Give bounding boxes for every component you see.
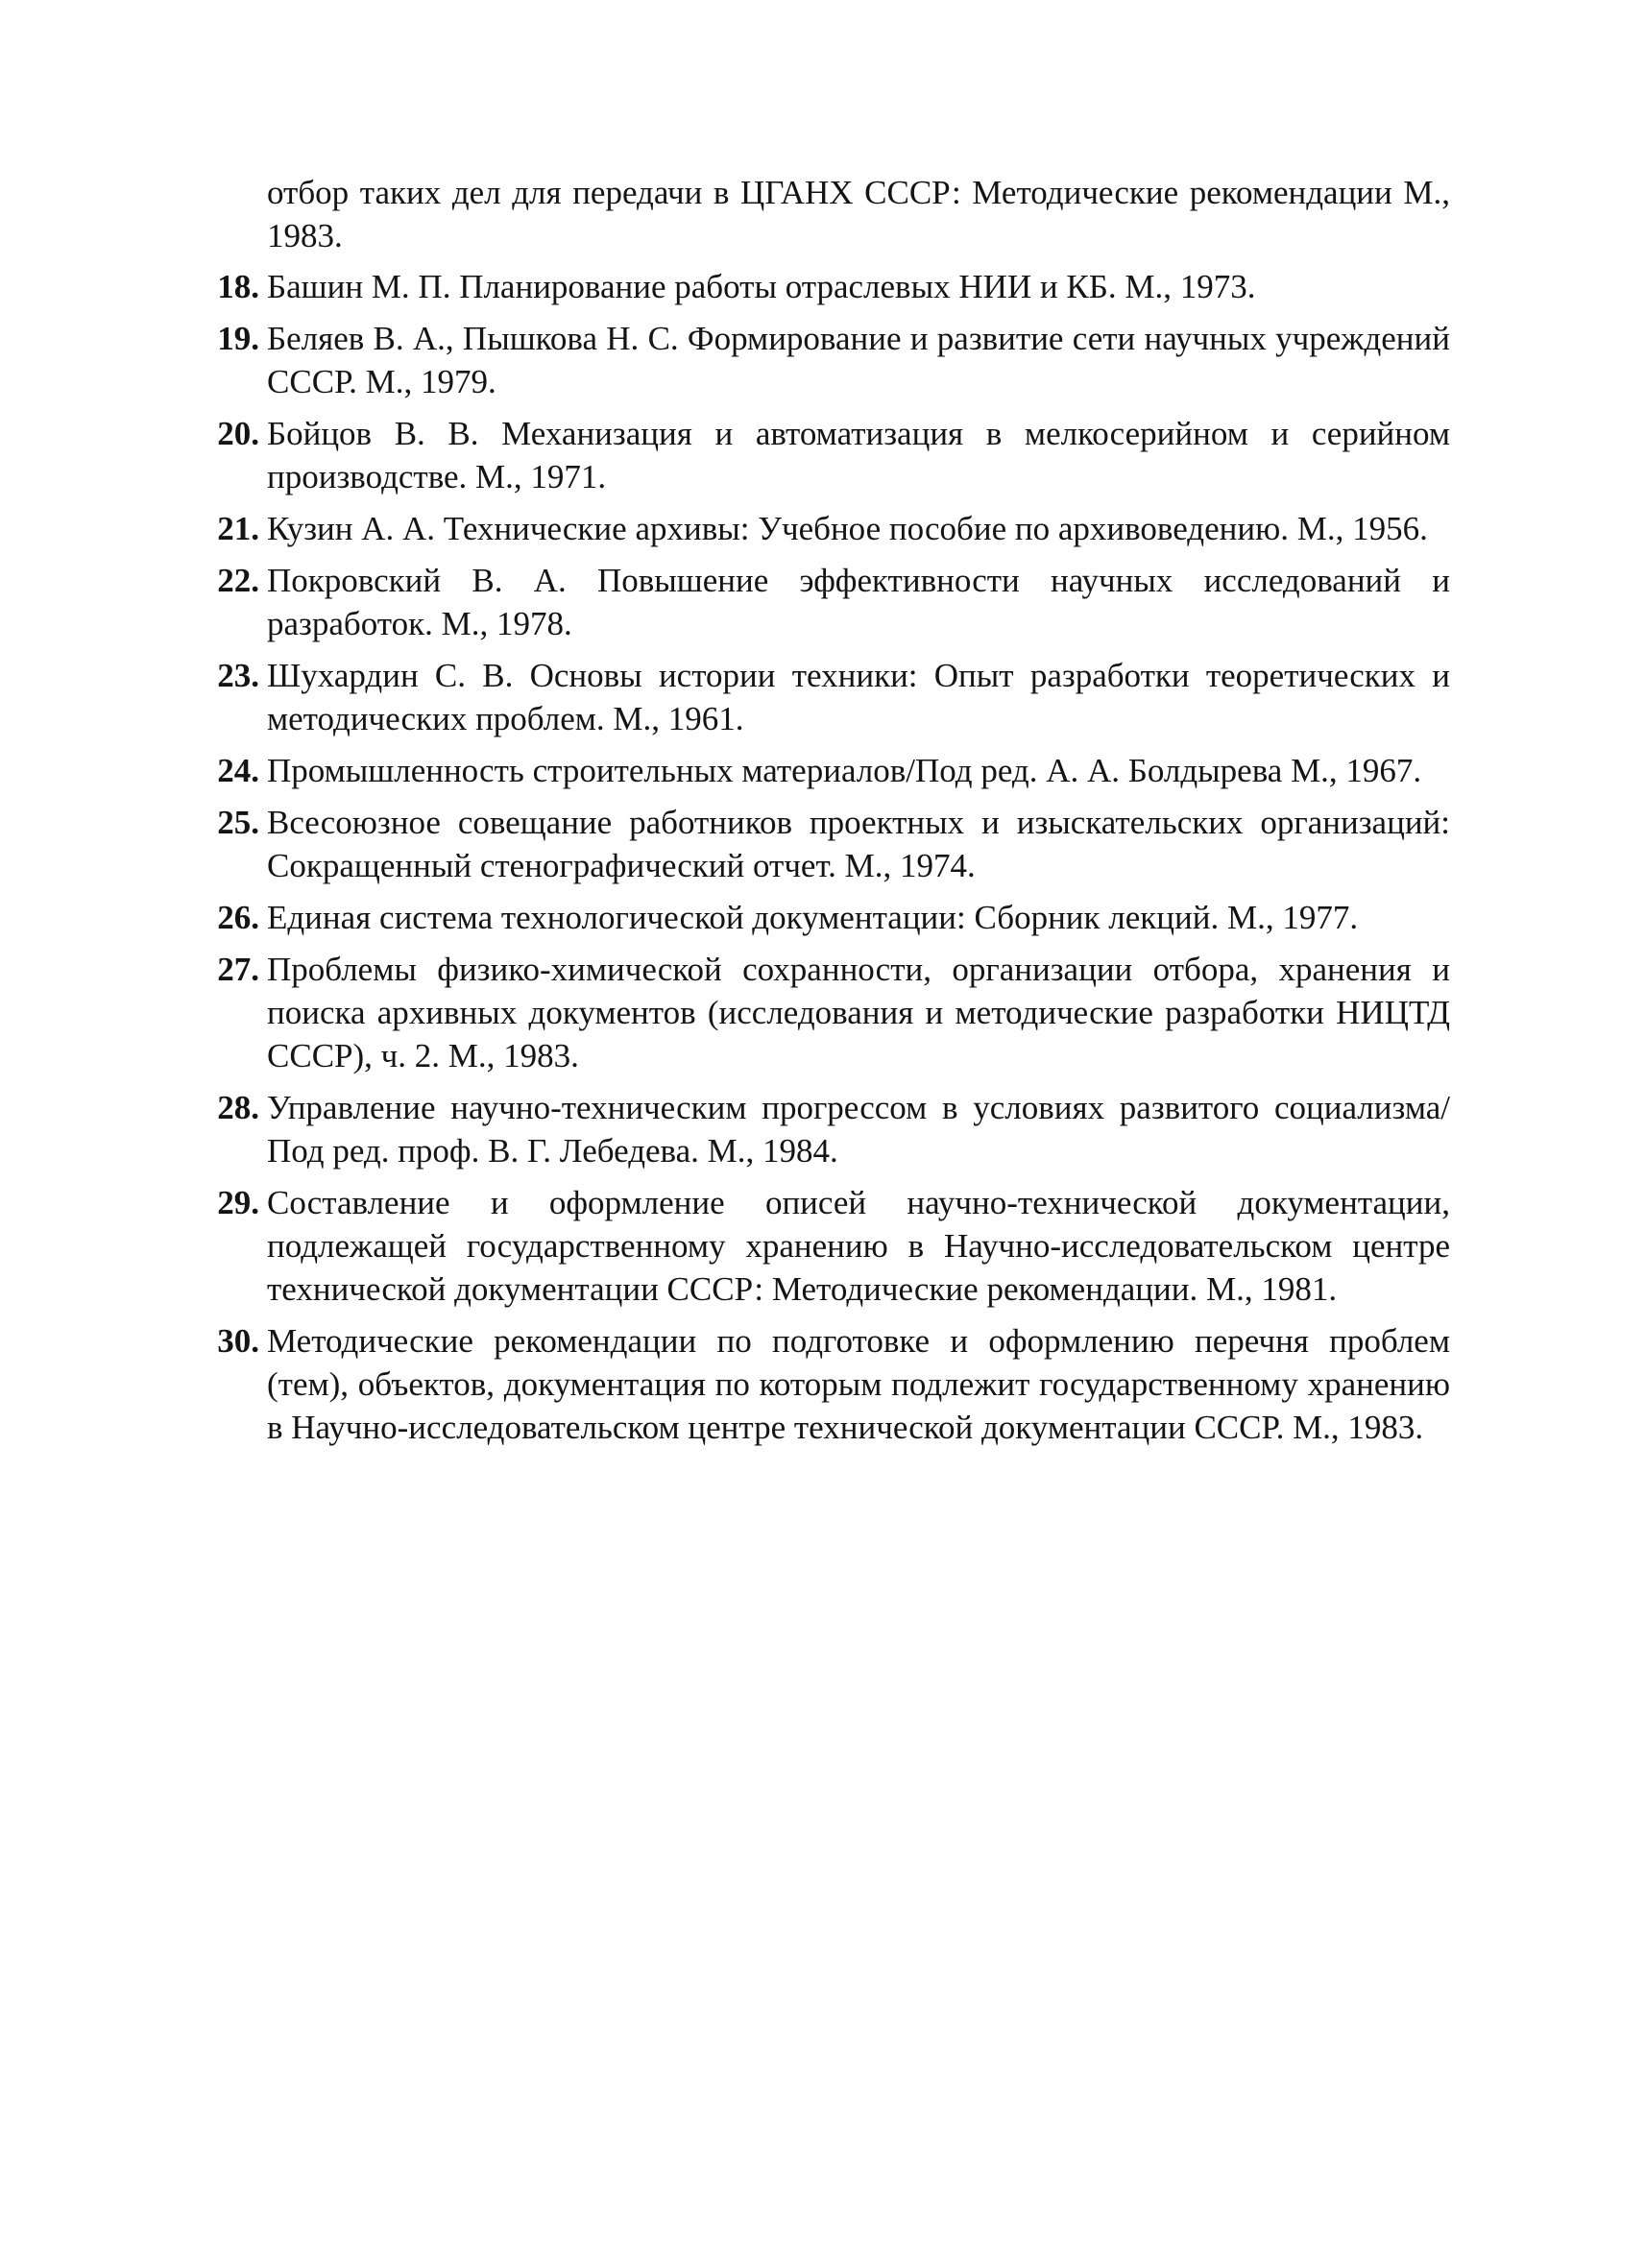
entry-number: 20. [217, 415, 259, 452]
entry-number: 23. [217, 657, 259, 694]
entry-number: 22. [217, 562, 259, 599]
bibliography-entry-22 [192, 559, 1450, 645]
bibliography-entry-25 [192, 801, 1450, 887]
entry-text: Управление научно-техническим прогрессом в условиях развитого социализма/Под ред. проф. В. Г. Лебедева. М., 1984. [267, 1089, 1450, 1170]
bibliography-entry-30 [192, 1319, 1450, 1449]
entry-text: Беляев В. А., Пышкова Н. С. Формирование и развитие сети научных учреждений СССР. М., 1979. [267, 320, 1450, 400]
entry-text: Башин М. П. Планирование работы отраслевых НИИ и КБ. М., 1973. [267, 268, 1256, 305]
bibliography-entry-26 [192, 896, 1450, 939]
entry-number: 26. [217, 899, 259, 936]
entry-number: 28. [217, 1089, 259, 1126]
bibliography-entry-19 [192, 317, 1450, 403]
entry-number: 21. [217, 510, 259, 547]
entry-text: Составление и оформление описей научно-технической документации, подлежащей государственному хранению в Научно-исследовательском центре технической документации СССР: Методические рекомендации. М., 1981. [267, 1184, 1450, 1308]
entry-number: 29. [217, 1184, 259, 1221]
entry-text: Бойцов В. В. Механизация и автоматизация в мелкосерийном и серийном производстве. М., 1971. [267, 415, 1450, 495]
bibliography-entry-23 [192, 654, 1450, 740]
bibliography-continuation [192, 171, 1450, 257]
entry-number: 18. [217, 268, 259, 305]
entry-text: Методические рекомендации по подготовке и оформлению перечня проблем (тем), объектов, документация по которым подлежит государственному хранению в Научно-исследовательском центре технической документации СССР. М., 1983. [267, 1322, 1450, 1446]
bibliography-entry-20 [192, 412, 1450, 498]
entry-number: 19. [217, 320, 259, 357]
entry-number: 27. [217, 951, 259, 988]
bibliography-entry-18 [192, 265, 1450, 308]
entry-number: 24. [217, 752, 259, 789]
bibliography-entry-27 [192, 948, 1450, 1077]
entry-number: 25. [217, 804, 259, 841]
entry-text: Проблемы физико-химической сохранности, организации отбора, хранения и поиска архивных документов (исследования и методические разработки НИЦТД СССР), ч. 2. М., 1983. [267, 951, 1450, 1074]
entry-text: Промышленность строительных материалов/Под ред. А. А. Болдырева М., 1967. [267, 752, 1422, 789]
bibliography-entry-29 [192, 1181, 1450, 1311]
entry-text: Единая система технологической документации: Сборник лекций. М., 1977. [267, 899, 1359, 936]
bibliography-list [192, 171, 1450, 1458]
entry-text: Покровский В. А. Повышение эффективности научных исследований и разработок. М., 1978. [267, 562, 1450, 642]
bibliography-entry-21 [192, 507, 1450, 550]
bibliography-entry-28 [192, 1086, 1450, 1172]
bibliography-entry-24 [192, 749, 1450, 792]
entry-text: Кузин А. А. Технические архивы: Учебное пособие по архивоведению. М., 1956. [267, 510, 1428, 547]
entry-text: Шухардин С. В. Основы истории техники: Опыт разработки теоретических и методических проблем. М., 1961. [267, 657, 1450, 737]
entry-number: 30. [217, 1322, 259, 1360]
continuation-text: отбор таких дел для передачи в ЦГАНХ СССР: Методические рекомендации М., 1983. [267, 174, 1450, 254]
entry-text: Всесоюзное совещание работников проектных и изыскательских организаций: Сокращенный стенографический отчет. М., 1974. [267, 804, 1450, 884]
